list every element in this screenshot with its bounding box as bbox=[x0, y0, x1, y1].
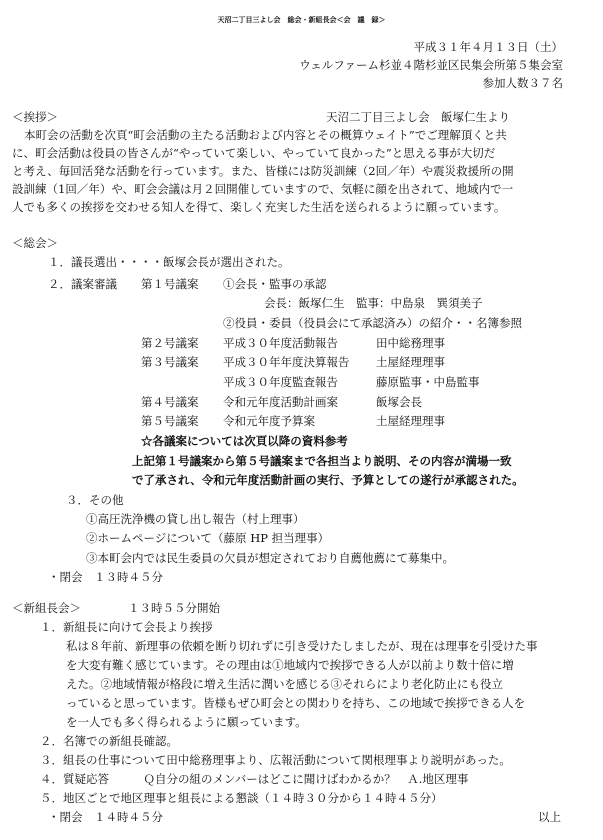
greeting-line: に、町会活動は役員の皆さんが“やっていて楽しい、やっていて良かった”と思える事が大切だ bbox=[12, 146, 496, 160]
board-text: っていると思っています。皆様もぜひ町会との関わりを持ち、この地域で挨拶できる人を bbox=[66, 696, 526, 710]
bill-title: 令和元年度予算案 bbox=[223, 414, 315, 428]
bill-title: 平成３０年度監査報告 bbox=[223, 375, 338, 389]
board-item: ２．名簿での新組長確認。 bbox=[40, 734, 178, 748]
bill-detail: ②役員・委員（役員会にて承認済み）の紹介・・名簿参照 bbox=[223, 316, 522, 330]
document-title: 天沼二丁目三よし会 総会・新組長会＜会 議 録＞ bbox=[217, 15, 386, 24]
greeting-line: と考え、毎回活発な活動を行っています。また、皆様には防災訓練（2回／年）や震災救援所の開 bbox=[12, 164, 514, 178]
greeting-heading: ＜挨拶＞ bbox=[12, 110, 58, 124]
other-item: ①高圧洗浄機の貸し出し報告（村上理事） bbox=[86, 512, 305, 526]
end-mark: 以上 bbox=[538, 810, 561, 824]
bill-title: ①会長・監事の承認 bbox=[223, 277, 327, 291]
approval-statement: で了承され、令和元年度活動計画の実行、予算としての遂行が承認された。 bbox=[132, 473, 524, 487]
agenda-item: １．議長選出・・・・飯塚会長が選出された。 bbox=[48, 255, 290, 269]
bill-number: 第４号議案 bbox=[141, 395, 199, 409]
bill-number: 第３号議案 bbox=[141, 355, 199, 369]
greeting-speaker: 天沼二丁目三よし会 飯塚仁生より bbox=[326, 110, 510, 124]
board-text: を一人でも多く得られるように願っています。 bbox=[66, 715, 307, 729]
board-item: ５．地区ごとで地区理事と組長による懇談（１４時３０分から１４時４５分） bbox=[40, 791, 443, 805]
meeting-venue: ウェルファーム杉並４階杉並区民集会所第５集会室 bbox=[299, 58, 563, 72]
bill-title: 平成３０年年度決算報告 bbox=[223, 355, 350, 369]
board-text: えた。②地域情報が格段に増え生活に潤いを感じる③それらにより老化防止にも役立 bbox=[66, 677, 503, 691]
greeting-line: 人でも多くの挨拶を交わせる知人を得て、楽しく充実した生活を送られるように願っています。 bbox=[12, 200, 506, 214]
board-item: ３．組長の仕事について田中総務理事より、広報活動について関根理事より説明があった。 bbox=[40, 753, 511, 767]
bill-presenter: 土屋経理理事 bbox=[376, 414, 445, 428]
bill-detail: 会長：飯塚仁生 監事：中島泉 巽須美子 bbox=[264, 296, 483, 310]
closing-time: ・閉会 １４時４５分 bbox=[48, 810, 163, 824]
bill-title: 平成３０年度活動報告 bbox=[223, 336, 338, 350]
bill-title: 令和元年度活動計画案 bbox=[223, 395, 338, 409]
bill-number: 第５号議案 bbox=[141, 414, 199, 428]
bill-presenter: 飯塚会長 bbox=[376, 395, 422, 409]
general-meeting-heading: ＜総会＞ bbox=[12, 236, 58, 250]
bill-presenter: 藤原監事・中島監事 bbox=[376, 375, 480, 389]
closing-time: ・閉会 １３時４５分 bbox=[48, 570, 163, 584]
meeting-date: 平成３１年４月１３日（土） bbox=[413, 40, 563, 54]
other-heading: ３．その他 bbox=[66, 493, 124, 507]
agenda-item-label: ２．議案審議 bbox=[48, 277, 117, 291]
greeting-line: 設訓練（1回／年）や、町会会議は月２回開催していますので、気軽に顔を出されて、地域内で一 bbox=[12, 182, 514, 196]
reference-note: ☆各議案については次頁以降の資料参考 bbox=[141, 434, 348, 448]
board-text: 私は８年前、新理事の依頼を断り切れずに引き受けたしましたが、現在は理事を引受けた事 bbox=[66, 639, 538, 653]
bill-number: 第２号議案 bbox=[141, 336, 199, 350]
board-text: を大変有難く感じています。その理由は①地域内で挨拶できる人が以前より数十倍に増 bbox=[66, 658, 514, 672]
bill-presenter: 田中総務理事 bbox=[376, 336, 445, 350]
greeting-line: 本町会の活動を次頁“町会活動の主たる活動および内容とその概算ウェイト”でご理解頂くと共 bbox=[24, 128, 507, 142]
new-board-heading: ＜新組長会＞ bbox=[12, 601, 81, 615]
bill-presenter: 土屋経理理事 bbox=[376, 355, 445, 369]
new-board-start: １３時５５分開始 bbox=[128, 601, 220, 615]
other-item: ②ホームページについて（藤原 HP 担当理事） bbox=[86, 531, 330, 545]
board-item: ４．質疑応答 Ｑ自分の組のメンバーはどこに聞けばわかるか？ Ａ.地区理事 bbox=[40, 772, 469, 786]
other-item: ③本町会内では民生委員の欠員が想定されており自薦他薦にて募集中。 bbox=[86, 551, 454, 565]
approval-statement: 上記第１号議案から第５号議案まで各担当より説明、その内容が満場一致 bbox=[132, 454, 512, 468]
attendee-count: 参加人数３７名 bbox=[482, 76, 563, 90]
board-item: １．新組長に向けて会長より挨拶 bbox=[40, 620, 213, 634]
bill-number: 第１号議案 bbox=[141, 277, 199, 291]
